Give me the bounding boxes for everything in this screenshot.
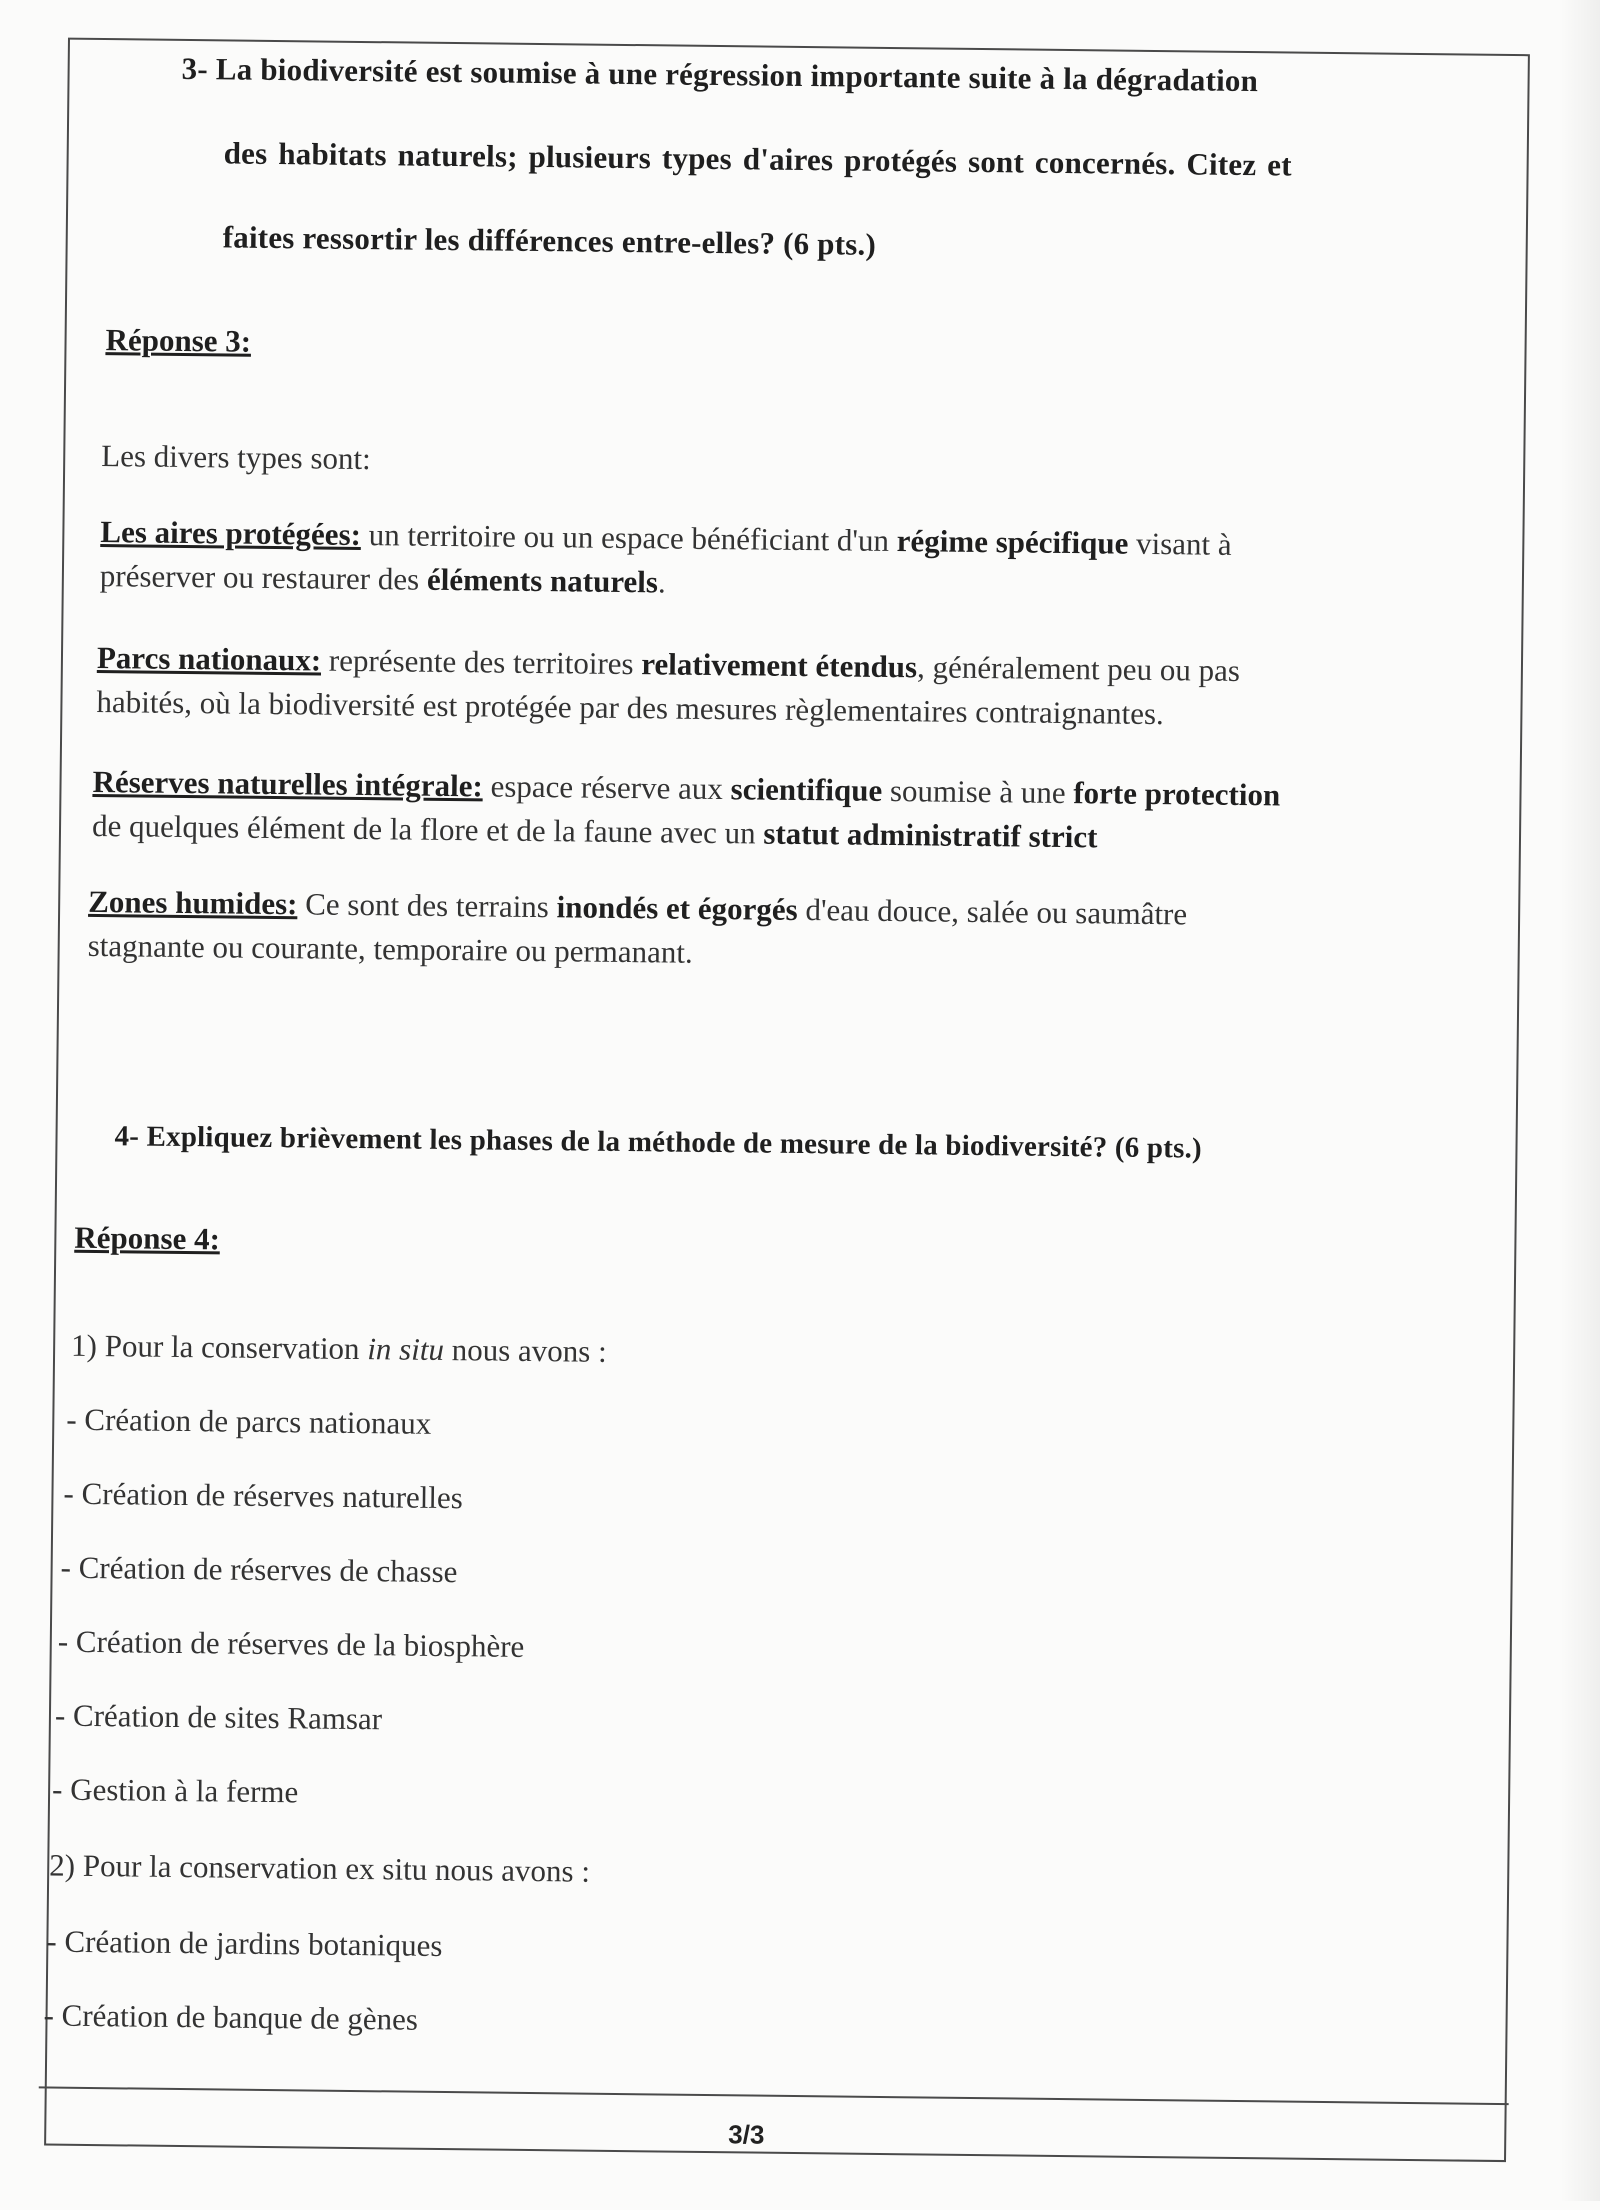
- in-situ-heading: 1) Pour la conservation in situ nous avons :: [70, 1327, 607, 1369]
- question-3-line-1: 3- La biodiversité est soumise à une régression importante suite à la dégradation: [181, 50, 1259, 99]
- in-situ-item: - Création de parcs nationaux: [66, 1401, 432, 1441]
- parcs-nationaux-term: Parcs nationaux:: [96, 639, 322, 678]
- reserves-line-1: Réserves naturelles intégrale: espace réserve aux scientifique soumise à une forte protection: [92, 763, 1281, 813]
- question-4: 4- Expliquez brièvement les phases de la méthode de mesure de la biodiversité? (6 pts.): [114, 1120, 1203, 1165]
- reserves-line-2: de quelques élément de la flore et de la faune avec un statut administratif strict: [91, 807, 1098, 855]
- aires-protegees-line-2: préserver ou restaurer des éléments naturels.: [99, 558, 666, 600]
- scan-edge-shadow: [1560, 0, 1600, 2201]
- answer-3-title: Réponse 3:: [105, 322, 252, 359]
- reserves-term: Réserves naturelles intégrale:: [92, 763, 484, 804]
- zones-humides-line-1: Zones humides: Ce sont des terrains inondés et égorgés d'eau douce, salée ou saumâtre: [88, 883, 1188, 932]
- aires-protegees-term: Les aires protégées:: [100, 514, 362, 552]
- ex-situ-item: - Création de banque de gènes: [43, 1997, 419, 2037]
- answer-3-intro: Les divers types sont:: [101, 438, 371, 477]
- in-situ-item: - Création de sites Ramsar: [54, 1697, 383, 1737]
- page-number: 3/3: [728, 2119, 765, 2150]
- parcs-nationaux-line-1: Parcs nationaux: représente des territoires relativement étendus, généralement peu ou pas: [96, 639, 1241, 688]
- in-situ-item: - Création de réserves de la biosphère: [57, 1623, 525, 1664]
- question-3-line-3: faites ressortir les différences entre-elles? (6 pts.): [222, 219, 877, 262]
- question-3-line-2: des habitats naturels; plusieurs types d'aires protégés sont concernés. Citez et: [223, 135, 1292, 183]
- zones-humides-term: Zones humides:: [88, 883, 298, 922]
- in-situ-item: - Création de réserves de chasse: [60, 1549, 458, 1590]
- in-situ-item: - Création de réserves naturelles: [63, 1475, 464, 1516]
- aires-protegees-line-1: Les aires protégées: un territoire ou un espace bénéficiant d'un régime spécifique visant à: [100, 514, 1232, 562]
- parcs-nationaux-line-2: habités, où la biodiversité est protégée par des mesures règlementaires contraignantes.: [96, 683, 1165, 732]
- ex-situ-item: - Création de jardins botaniques: [46, 1923, 443, 1963]
- page-frame: [44, 38, 1530, 2162]
- in-situ-item: - Gestion à la ferme: [51, 1771, 299, 1810]
- answer-4-title: Réponse 4:: [74, 1219, 221, 1257]
- ex-situ-heading: 2) Pour la conservation ex situ nous avons :: [49, 1847, 591, 1889]
- zones-humides-line-2: stagnante ou courante, temporaire ou permanant.: [87, 927, 693, 970]
